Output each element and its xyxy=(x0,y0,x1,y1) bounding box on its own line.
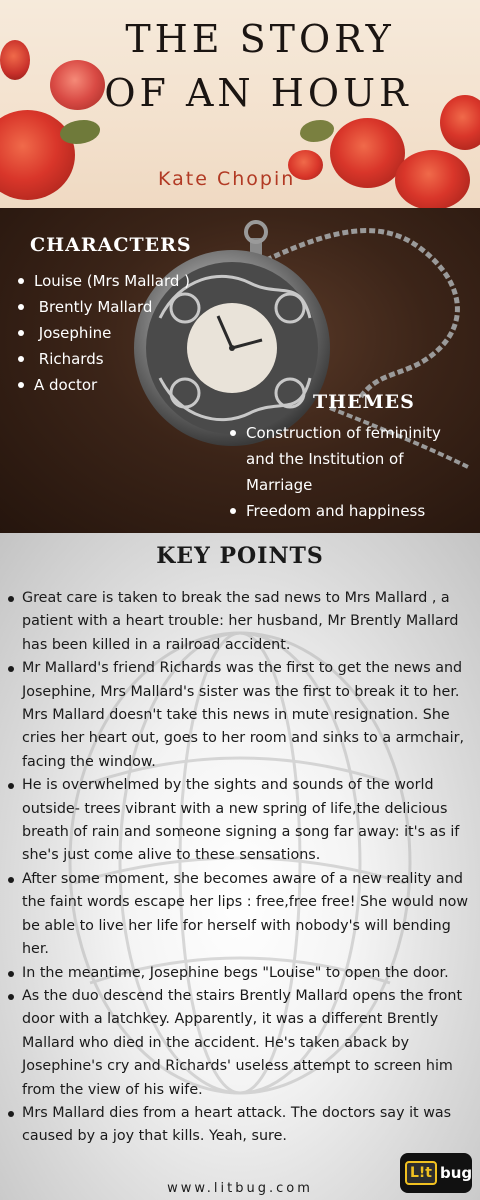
logo-word: bug xyxy=(440,1164,473,1182)
bullet-icon xyxy=(8,1111,14,1117)
themes-heading: THEMES xyxy=(313,391,415,413)
list-item xyxy=(8,985,478,1102)
key-points-list xyxy=(8,587,478,1149)
character-name: Louise (Mrs Mallard ) xyxy=(34,272,191,290)
key-point-text: After some moment, she becomes aware of a new reality and the faint words escape her lips : free,free free! She would now be able to live her life for herself with nobody's will bending her. xyxy=(22,870,469,958)
characters-heading: CHARACTERS xyxy=(30,234,192,256)
list-item xyxy=(8,587,478,657)
list-item xyxy=(8,657,478,774)
characters-list xyxy=(18,268,190,398)
bullet-icon xyxy=(230,508,236,514)
bullet-icon xyxy=(18,278,24,284)
list-item xyxy=(18,346,190,372)
list-item xyxy=(18,268,190,294)
key-points-section xyxy=(0,533,480,1200)
website-url-link[interactable]: www.litbug.com xyxy=(167,1181,313,1196)
title-line-1: THE STORY xyxy=(125,17,395,61)
themes-list xyxy=(230,420,470,524)
bullet-icon xyxy=(8,994,14,1000)
list-item xyxy=(8,868,478,962)
character-name: A doctor xyxy=(34,376,98,394)
list-item xyxy=(230,420,470,498)
character-name: Brently Mallard xyxy=(34,298,153,316)
key-point-text: Great care is taken to break the sad news to Mrs Mallard , a patient with a heart trouble: her husband, Mr Brently Mallard has been killed in a railroad accident. xyxy=(22,590,459,653)
title-banner xyxy=(0,0,480,208)
key-point-text: In the meantime, Josephine begs "Louise" to open the door. xyxy=(22,964,449,981)
bullet-icon xyxy=(18,304,24,310)
list-item xyxy=(18,372,190,398)
rose-illustration xyxy=(330,118,405,188)
bullet-icon xyxy=(18,382,24,388)
bullet-icon xyxy=(8,877,14,883)
character-name: Josephine xyxy=(34,324,112,342)
rose-illustration xyxy=(395,150,470,208)
leaf-illustration xyxy=(60,120,100,144)
key-points-heading: KEY POINTS xyxy=(156,543,324,569)
author-name: Kate Chopin xyxy=(158,168,296,190)
bullet-icon xyxy=(18,356,24,362)
list-item xyxy=(230,498,470,524)
title-line-2: OF AN HOUR xyxy=(104,71,412,115)
logo-badge: L!t xyxy=(405,1161,437,1185)
theme-text: Construction of femininity and the Institution of Marriage xyxy=(246,424,441,494)
character-name: Richards xyxy=(34,350,104,368)
list-item xyxy=(18,320,190,346)
key-point-text: He is overwhelmed by the sights and sounds of the world outside- trees vibrant with a new spring of life,the delicious breath of rain and someone signing a song far away: it's as if she's just come alive to these sensations. xyxy=(22,777,460,864)
key-point-text: Mrs Mallard dies from a heart attack. The doctors say it was caused by a joy that kills. Yeah, sure. xyxy=(22,1104,452,1145)
key-point-text: As the duo descend the stairs Brently Mallard opens the front door with a latchkey. Apparently, it was a different Brently Mallard who died in the accident. He's taken aback by Josephine's cry and Richards' useless attempt to screen him from the view of his wife. xyxy=(22,987,463,1098)
list-item xyxy=(18,294,190,320)
bullet-icon xyxy=(8,971,14,977)
characters-themes-section xyxy=(0,208,480,533)
theme-text: Freedom and happiness xyxy=(246,502,426,520)
bullet-icon xyxy=(18,330,24,336)
bullet-icon xyxy=(8,783,14,789)
leaf-illustration xyxy=(300,120,334,142)
list-item xyxy=(8,1102,478,1149)
key-point-text: Mr Mallard's friend Richards was the first to get the news and Josephine, Mrs Mallard's sister was the first to break it to her. Mrs Mallard doesn't take this news in mute resignation. She cries her heart out, goes to her room and sinks to a armchair, facing the window. xyxy=(22,660,465,770)
bullet-icon xyxy=(8,596,14,602)
bullet-icon xyxy=(230,430,236,436)
list-item xyxy=(8,962,478,985)
list-item xyxy=(8,774,478,868)
rose-illustration xyxy=(0,110,75,200)
bullet-icon xyxy=(8,666,14,672)
